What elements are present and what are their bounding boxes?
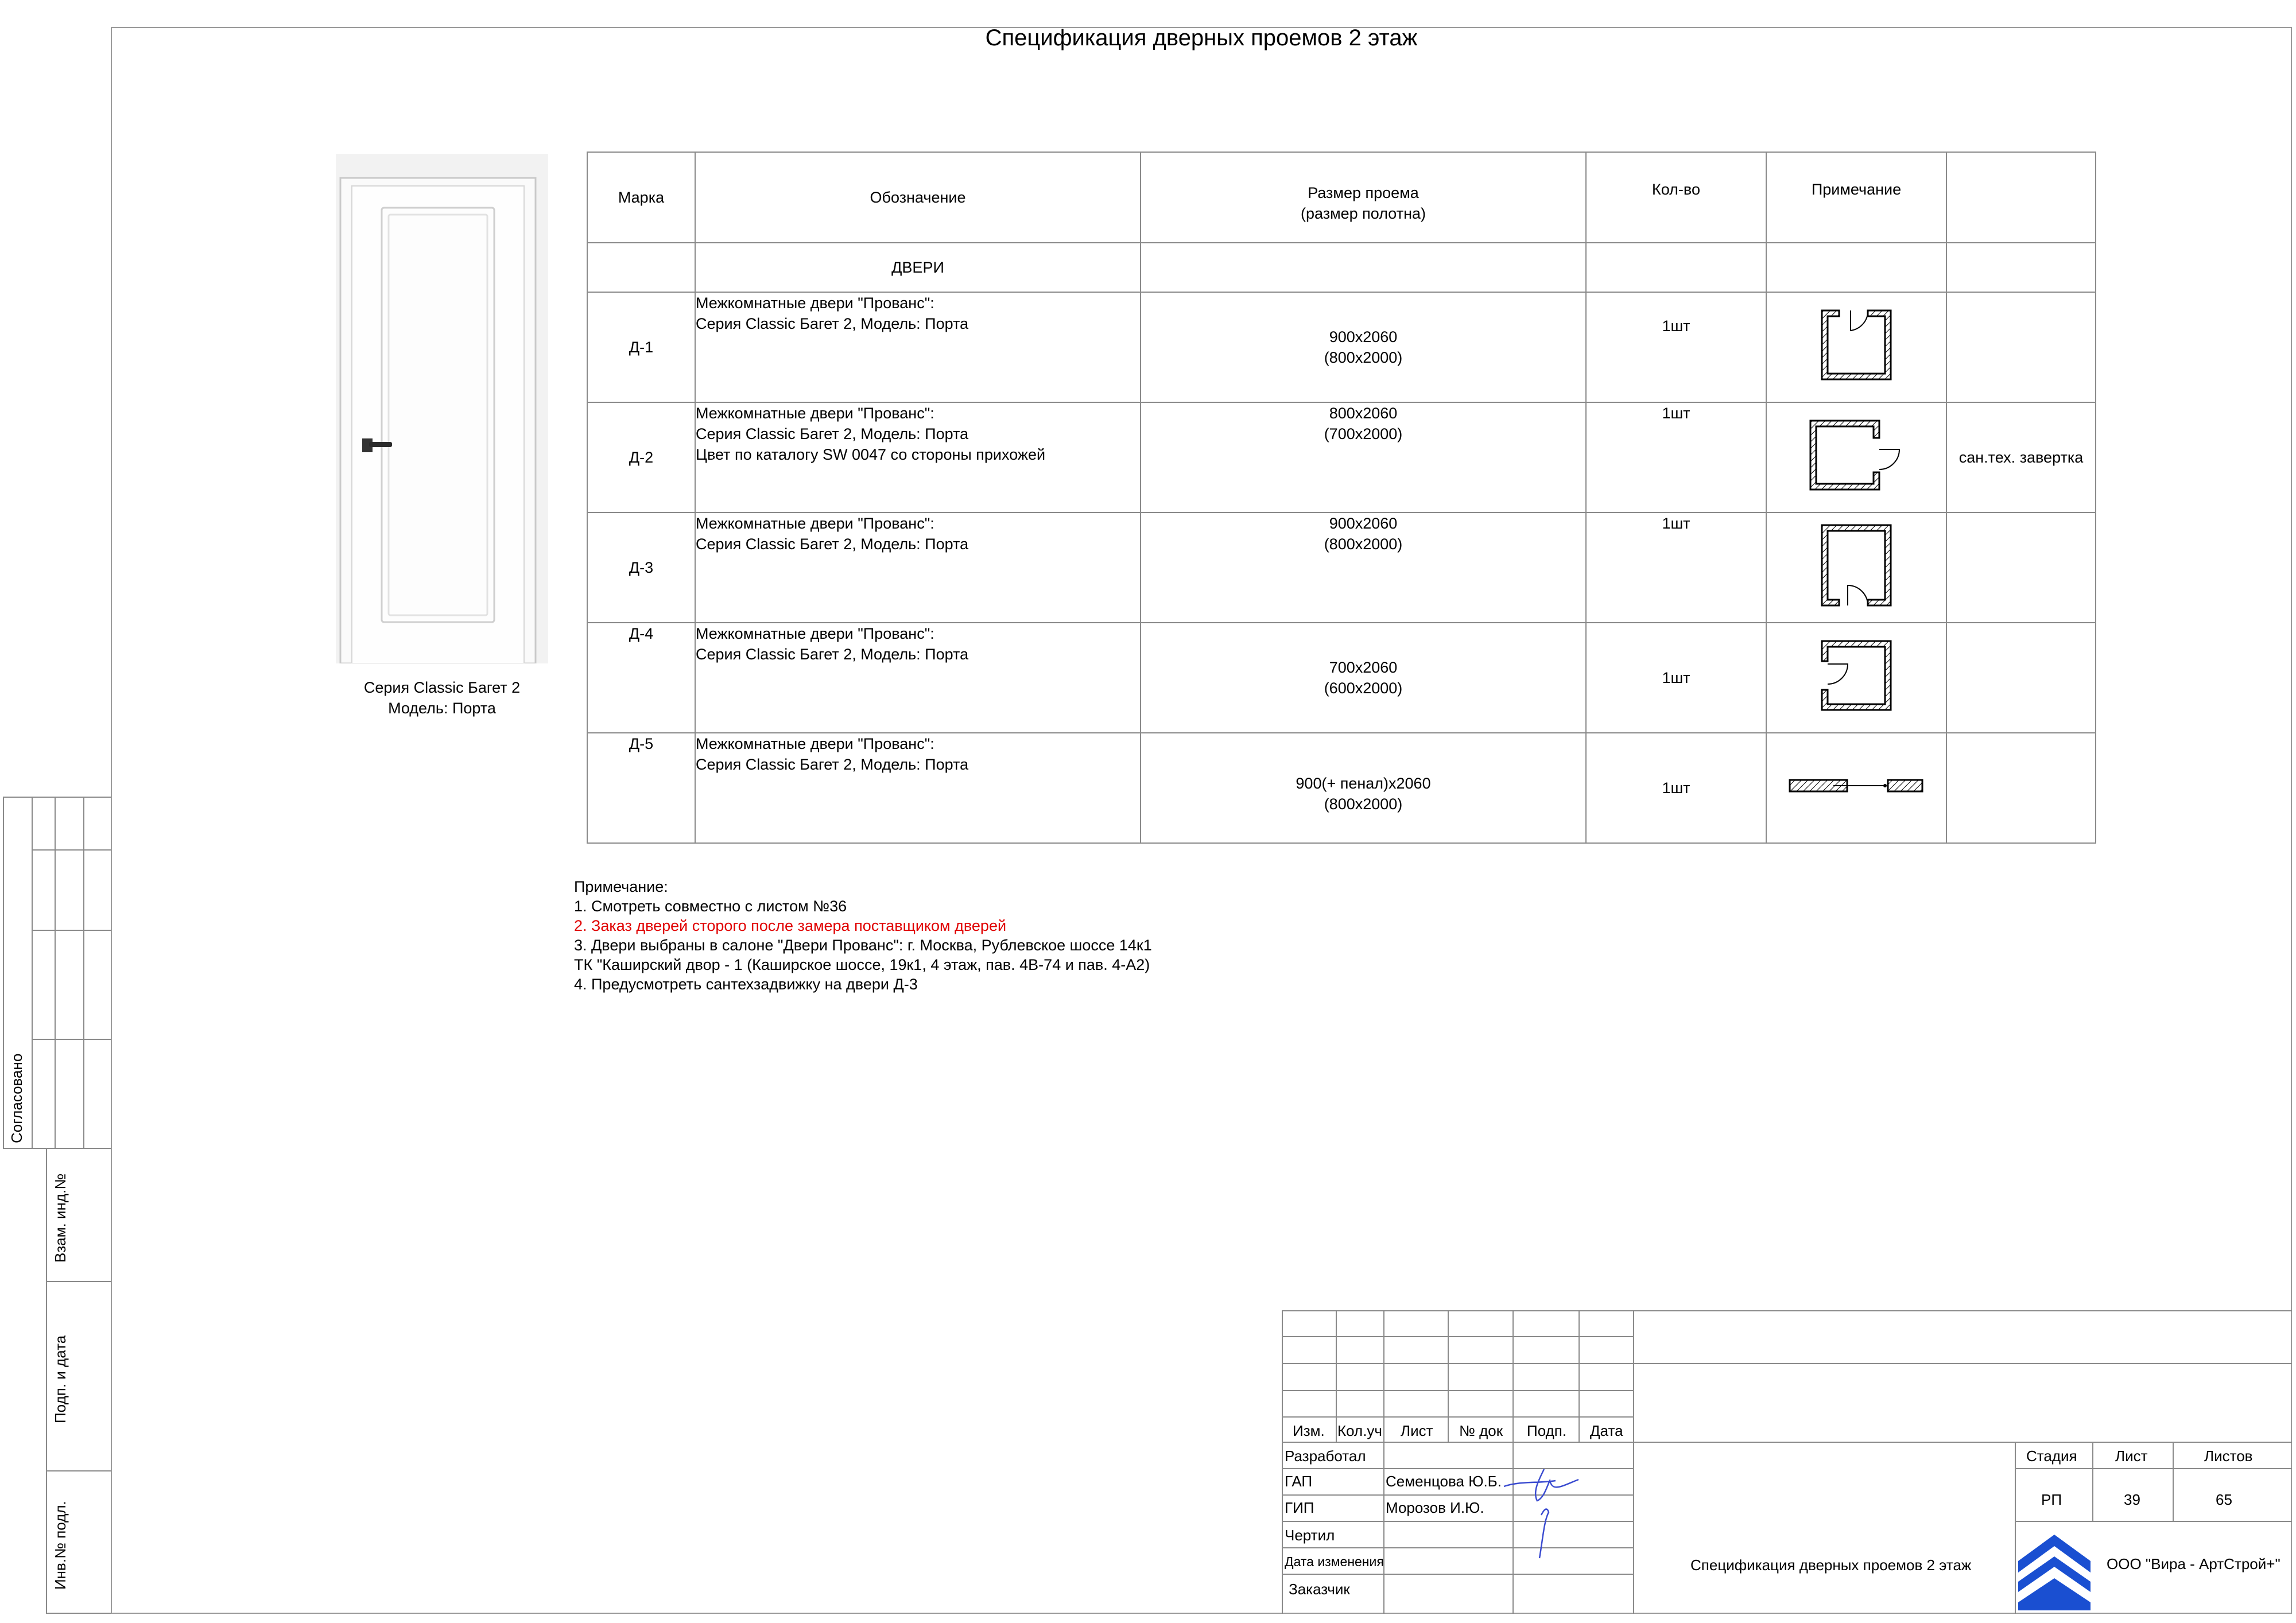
row-size: 900х2060 (800х2000) [1141,512,1586,623]
row-size: 800х2060 (700х2000) [1141,402,1586,512]
tb-role-gip: ГИП [1285,1499,1314,1516]
notes-block [574,877,1152,994]
row-qty: 1шт [1586,402,1766,512]
tb-company-name: ООО "Вира - АртСтрой+" [2107,1555,2281,1572]
row-qty: 1шт [1586,512,1766,623]
tb-role-razrabotal: Разработал [1285,1447,1366,1465]
door-image [336,154,548,663]
row-desc: Межкомнатные двери "Прованс": Серия Classic Багет 2, Модель: Порта [695,733,1141,843]
sliding-door-plan-icon [1766,733,1946,843]
row-mark: Д-5 [587,733,695,843]
sheet-title: Спецификация дверных проемов 2 этаж [985,25,1418,51]
note-4: 4. Предусмотреть сантехзадвижку на двери Д-3 [574,976,918,993]
row-qty: 1шт [1586,733,1766,843]
side-label-inv: Инв.№ подл. [52,1501,69,1590]
tb-role-gap: ГАП [1285,1473,1313,1490]
row-qty: 1шт [1586,623,1766,733]
side-label-agreed: Согласовано [8,1053,25,1143]
row-mark: Д-3 [587,512,695,623]
row-mark: Д-2 [587,402,695,512]
tb-col-podp: Подп. [1527,1422,1567,1439]
table-row [587,512,2096,623]
row-desc: Межкомнатные двери "Прованс": Серия Classic Багет 2, Модель: Порта [695,512,1141,623]
tb-col-data: Дата [1590,1422,1623,1439]
door-plan-icon [1766,512,1946,623]
door-spec-table [587,152,2096,844]
tb-role-customer: Заказчик [1289,1581,1350,1598]
row-qty: 1шт [1586,292,1766,402]
tb-col-izm: Изм. [1293,1422,1325,1439]
tb-role-date-change: Дата изменения [1285,1554,1384,1569]
company-logo [2016,1524,2093,1610]
tb-sheets-header: Листов [2204,1447,2253,1465]
tb-col-doc: № док [1459,1422,1503,1439]
tb-gip-name: Морозов И.Ю. [1386,1499,1484,1516]
signature-image [1498,1452,1584,1561]
tb-gap-name: Семенцова Ю.Б. [1386,1473,1502,1490]
door-caption-model: Модель: Порта [388,700,496,717]
tb-col-list: Лист [1401,1422,1433,1439]
header-designation: Обозначение [695,152,1141,243]
table-row [587,623,2096,733]
door-plan-icon [1766,402,1946,512]
tb-sheet-header: Лист [2115,1447,2148,1465]
side-label-podp: Подп. и дата [52,1335,69,1423]
tb-sheets-value: 65 [2216,1491,2232,1508]
note-1: 1. Смотреть совместно с листом №36 [574,898,847,915]
row-size: 700х2060 (600х2000) [1141,623,1586,733]
header-note: Примечание [1766,152,1946,243]
row-note: сан.тех. завертка [1946,402,2096,512]
section-row [587,243,2096,292]
door-plan-icon [1766,623,1946,733]
tb-role-chertil: Чертил [1285,1527,1335,1544]
tb-stage-header: Стадия [2026,1447,2077,1465]
tb-sheet-value: 39 [2124,1491,2140,1508]
table-row [587,733,2096,843]
row-desc: Межкомнатные двери "Прованс": Серия Classic Багет 2, Модель: Порта Цвет по каталогу SW 0047 со стороны прихожей [695,402,1141,512]
row-mark: Д-1 [587,292,695,402]
door-plan-icon [1766,292,1946,402]
row-desc: Межкомнатные двери "Прованс": Серия Classic Багет 2, Модель: Порта [695,292,1141,402]
section-label: ДВЕРИ [695,243,1141,292]
row-desc: Межкомнатные двери "Прованс": Серия Classic Багет 2, Модель: Порта [695,623,1141,733]
side-label-vzam: Взам. инд.№ [52,1173,69,1263]
table-row [587,402,2096,512]
note-2: 2. Заказ дверей сторого после замера поставщиком дверей [574,917,1007,934]
table-row [587,292,2096,402]
row-mark: Д-4 [587,623,695,733]
notes-heading: Примечание: [574,878,668,895]
header-mark: Марка [587,152,695,243]
table-header-row [587,152,2096,243]
door-caption-series: Серия Classic Багет 2 [363,679,521,696]
header-qty: Кол-во [1586,152,1766,243]
tb-col-kolich: Кол.уч [1337,1422,1382,1439]
row-size: 900х2060 (800х2000) [1141,292,1586,402]
header-size: Размер проема (размер полотна) [1141,152,1586,243]
note-3: 3. Двери выбраны в салоне "Двери Прованс": г. Москва, Рублевское шоссе 14к1 [574,937,1152,954]
note-3-cont: ТК "Каширский двор - 1 (Каширское шоссе, 19к1, 4 этаж, пав. 4В-74 и пав. 4-А2) [574,956,1150,973]
row-size: 900(+ пенал)х2060 (800х2000) [1141,733,1586,843]
tb-stage-value: РП [2041,1491,2062,1508]
tb-drawing-title: Спецификация дверных проемов 2 этаж [1690,1556,1972,1574]
